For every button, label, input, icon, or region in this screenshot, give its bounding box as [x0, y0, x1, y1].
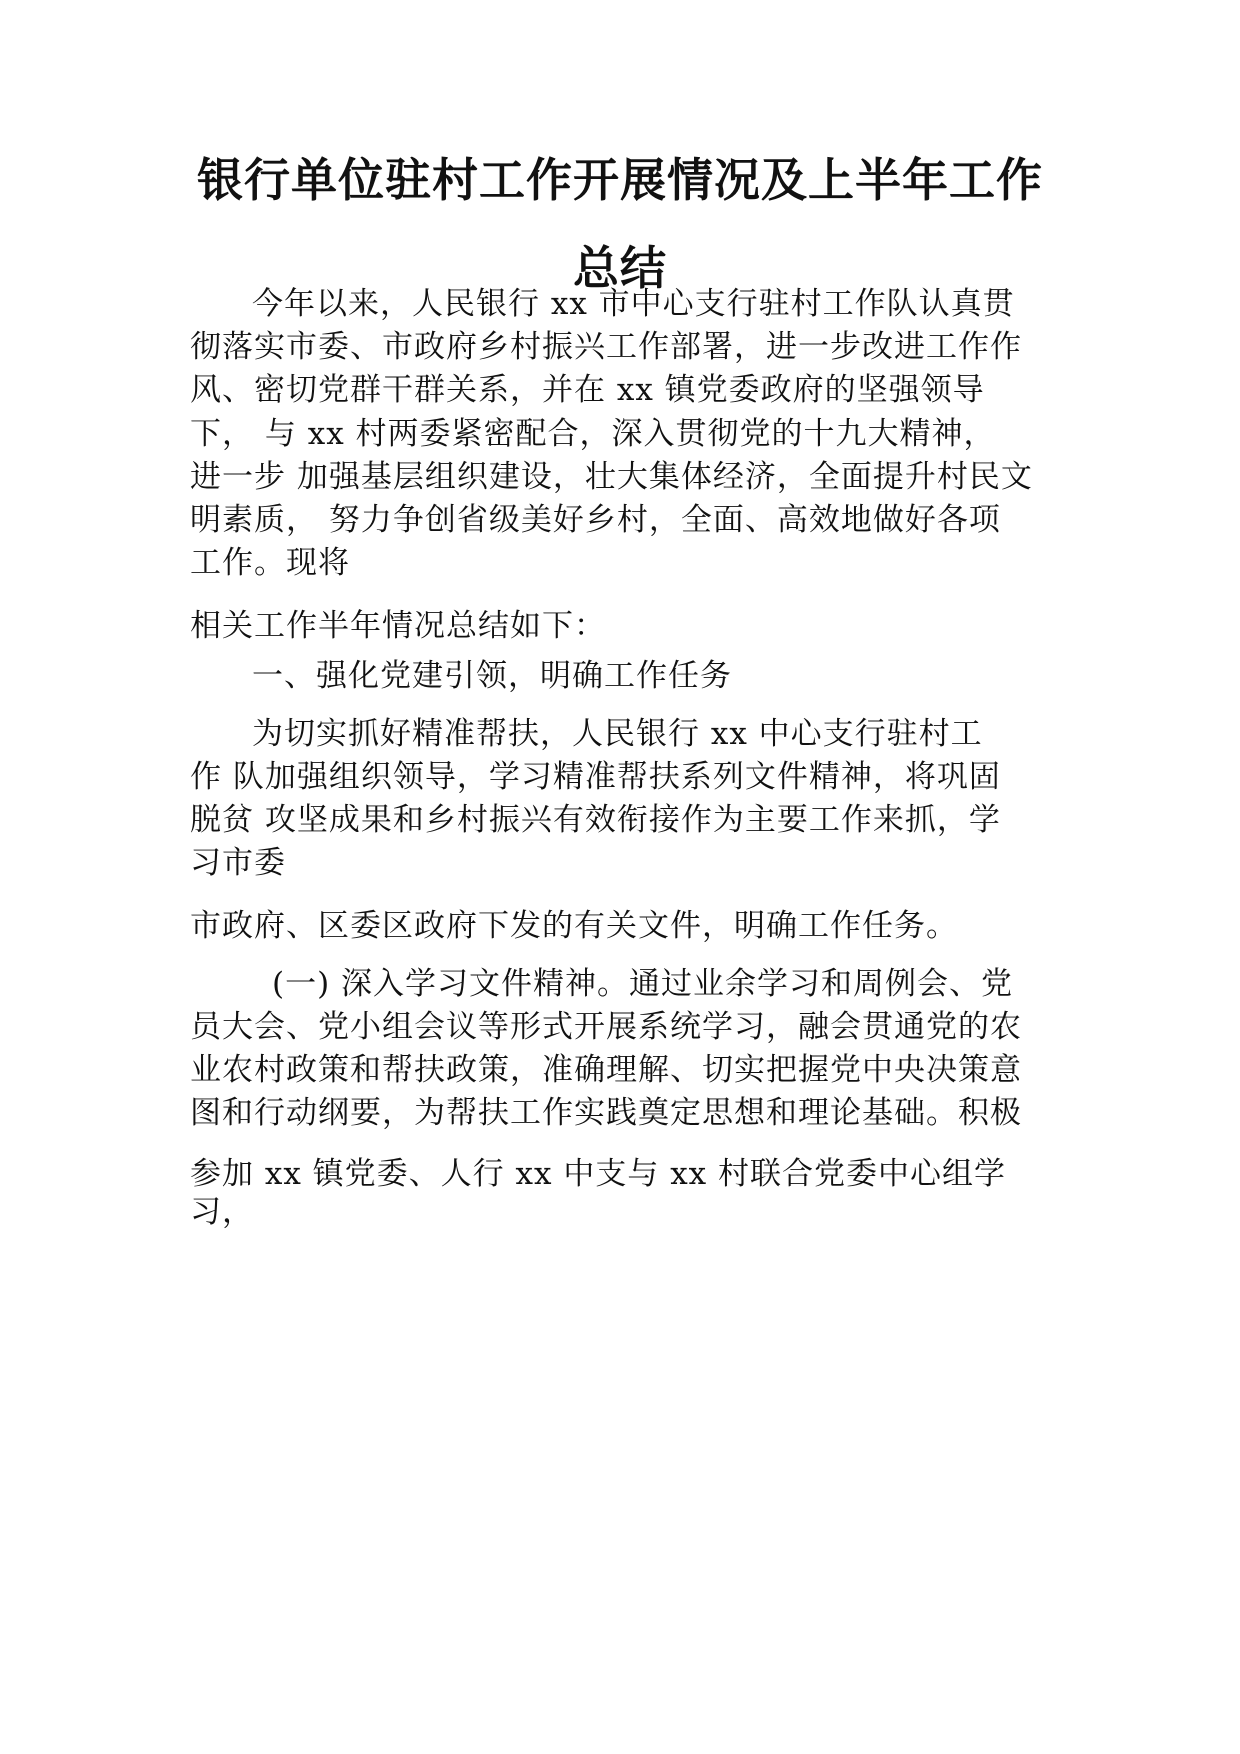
- paragraph-line: 市政府、区委区政府下发的有关文件，明确工作任务。: [190, 908, 958, 944]
- section-heading: 一、强化党建引领，明确工作任务: [252, 658, 732, 694]
- document-title-line-1: 银行单位驻村工作开展情况及上半年工作: [197, 153, 1043, 207]
- paragraph-line: 彻落实市委、市政府乡村振兴工作部署，进一步改进工作作: [190, 329, 1022, 365]
- paragraph-line: 今年以来，人民银行 xx 市中心支行驻村工作队认真贯: [252, 286, 1015, 322]
- paragraph-line: 习，: [190, 1194, 254, 1230]
- paragraph-line: 进一步 加强基层组织建设，壮大集体经济，全面提升村民文: [190, 459, 1033, 495]
- paragraph-line: 参加 xx 镇党委、人行 xx 中支与 xx 村联合党委中心组学: [190, 1156, 1007, 1192]
- paragraph-line: 相关工作半年情况总结如下：: [190, 608, 606, 644]
- subsection-heading-line: (一) 深入学习文件精神。通过业余学习和周例会、党: [272, 966, 1014, 1002]
- paragraph-line: 图和行动纲要，为帮扶工作实践奠定思想和理论基础。积极: [190, 1095, 1022, 1131]
- paragraph-line: 作 队加强组织领导，学习精准帮扶系列文件精神，将巩固: [190, 759, 1001, 795]
- paragraph-line: 风、密切党群干群关系，并在 xx 镇党委政府的坚强领导: [190, 372, 985, 408]
- paragraph-line: 下， 与 xx 村两委紧密配合，深入贯彻党的十九大精神，: [190, 416, 996, 452]
- paragraph-line: 工作。现将: [190, 545, 350, 581]
- paragraph-line: 员大会、党小组会议等形式开展系统学习，融会贯通党的农: [190, 1009, 1022, 1045]
- paragraph-line: 为切实抓好精准帮扶，人民银行 xx 中心支行驻村工: [252, 716, 983, 752]
- paragraph-line: 脱贫 攻坚成果和乡村振兴有效衔接作为主要工作来抓，学: [190, 802, 1001, 838]
- document-title-line-2: 总结: [573, 241, 667, 295]
- paragraph-line: 习市委: [190, 845, 286, 881]
- paragraph-line: 明素质， 努力争创省级美好乡村，全面、高效地做好各项: [190, 502, 1001, 538]
- paragraph-line: 业农村政策和帮扶政策，准确理解、切实把握党中央决策意: [190, 1052, 1022, 1088]
